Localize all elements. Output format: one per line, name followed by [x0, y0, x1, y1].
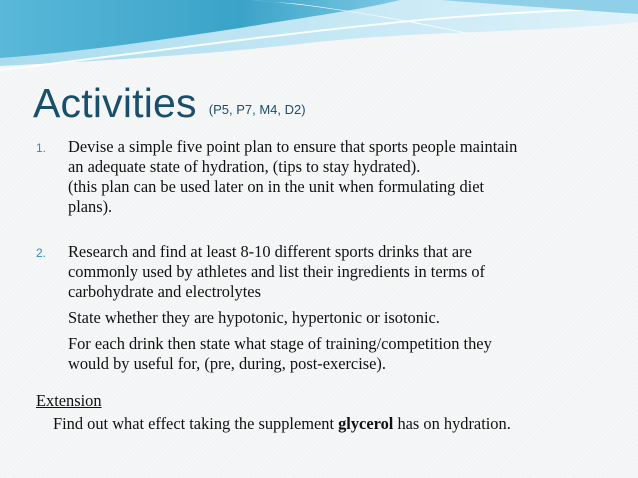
extension-heading: Extension [36, 391, 102, 410]
item-line: plans). [68, 197, 113, 216]
extension-text [53, 414, 511, 434]
item-paragraph: State whether they are hypotonic, hypertonic or isotonic. [68, 308, 440, 327]
item-line: carbohydrate and electrolytes [68, 282, 261, 301]
item-line: Devise a simple five point plan to ensure that sports people maintain [68, 137, 518, 156]
item-line: commonly used by athletes and list their ingredients in terms of [68, 262, 485, 281]
page-title: Activities [33, 80, 197, 126]
list-item [36, 137, 606, 217]
extension-text-before: Find out what effect taking the supplement [53, 414, 339, 433]
extension-bold-term: glycerol [338, 414, 394, 433]
title-row [33, 80, 306, 127]
header-wave-art [0, 0, 638, 80]
item-line: (this plan can be used later on in the unit when formulating diet [68, 177, 485, 196]
list-item [36, 242, 606, 374]
item-line: For each drink then state what stage of training/competition they [68, 334, 492, 353]
item-line: Research and find at least 8-10 different sports drinks that are [68, 242, 472, 261]
item-line: an adequate state of hydration, (tips to stay hydrated). [68, 157, 421, 176]
item-line: would by useful for, (pre, during, post-exercise). [68, 354, 386, 373]
item-number: 1. [36, 141, 47, 155]
page-subtitle: (P5, P7, M4, D2) [208, 102, 306, 117]
activities-list [36, 137, 606, 374]
item-number: 2. [36, 246, 47, 260]
extension-text-after: has on hydration. [393, 414, 511, 433]
